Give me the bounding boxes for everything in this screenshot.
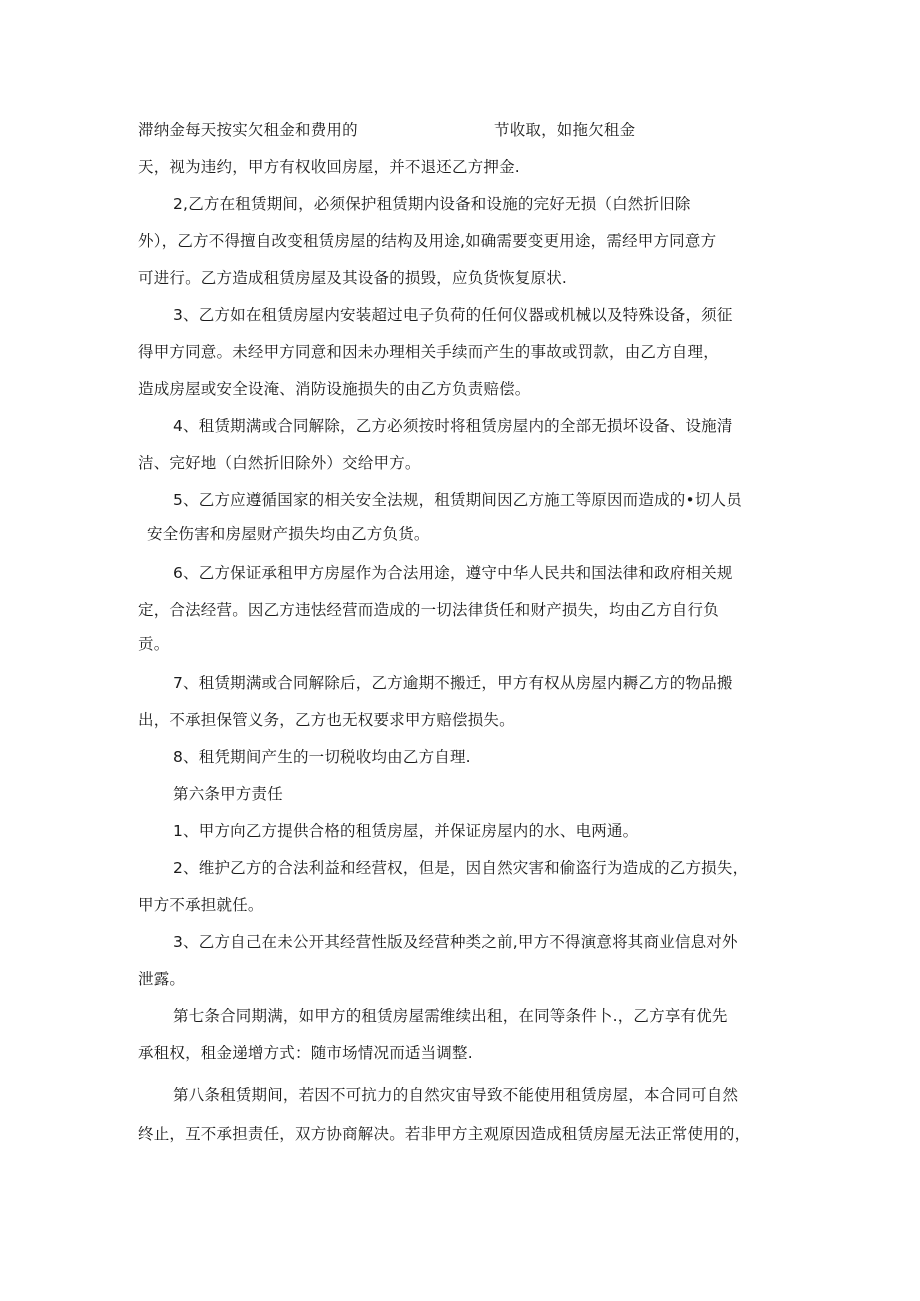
text-line: 得甲方同意。未经甲方同意和因未办理相关手续而产生的事故或罚款，由乙方自理， (138, 343, 719, 361)
text-line: 2,乙方在租赁期间，必须保护租赁期内设备和设施的完好无损（白然折旧除 (173, 195, 691, 213)
section-heading: 第六条甲方责任 (173, 785, 283, 803)
section-heading: 第八条租赁期间，若因不可抗力的自然灾宙导致不能使用租赁房屋，本合同可自然 (173, 1086, 739, 1104)
text-line: 节收取，如拖欠租金 (494, 121, 636, 139)
text-line: 终止，互不承担责任，双方协商解决。若非甲方主观原因造成租赁房屋无法正常使用的， (138, 1125, 751, 1143)
text-line: 7、租赁期满或合同解除后，乙方逾期不搬迁，甲方有权从房屋内耨乙方的物品搬 (173, 674, 733, 692)
text-line: 天，视为违约，甲方有权收回房屋，并不退还乙方押金. (138, 158, 520, 176)
text-line: 安全伤害和房屋财产损失均由乙方负货。 (147, 525, 430, 543)
text-line: 洁、完好地（白然折旧除外）交给甲方。 (138, 454, 421, 472)
text-line: 泄露。 (138, 970, 186, 988)
text-line: 贡。 (138, 635, 170, 653)
text-line: 8、租凭期间产生的一切税收均由乙方自理. (173, 748, 471, 766)
text-line: 造成房屋或安全设淹、消防设施损失的由乙方负责赔偿。 (138, 380, 531, 398)
text-line: 外），乙方不得擅自改变租赁房屋的结构及用途,如确需要变更用途，需经甲方同意方 (138, 232, 717, 250)
text-line: 滞纳金每天按实欠租金和费用的 (138, 121, 358, 139)
section-heading: 第七条合同期满，如甲方的租赁房屋需维续出租，在同等条件卜.，乙方享有优先 (173, 1007, 728, 1025)
text-line: 2、维护乙方的合法利益和经营权，但是，因自然灾害和偷盗行为造成的乙方损失， (173, 859, 749, 877)
text-line: 4、租赁期满或合同解除，乙方必须按时将租赁房屋内的全部无损坏设备、设施清 (173, 417, 733, 435)
text-line: 承租权，租金递增方式：随市场情况而适当调整. (138, 1044, 473, 1062)
text-line: 6、乙方保证承租甲方房屋作为合法用途，遵守中华人民共和国法律和政府相关规 (173, 564, 733, 582)
text-line: 可进行。乙方造成租赁房屋及其设备的损毁，应负货恢复原状. (138, 269, 568, 287)
text-line: 出，不承担保管义务，乙方也无权要求甲方赔偿损失。 (138, 711, 515, 729)
text-line: 定，合法经营。因乙方违怯经营而造成的一切法律货任和财产损失，均由乙方自行负 (138, 601, 719, 619)
text-line: 甲方不承担就任。 (138, 896, 264, 914)
text-line: 1、甲方向乙方提供合格的租赁房屋，并保证房屋内的水、电两通。 (173, 822, 639, 840)
text-line: 3、乙方如在租赁房屋内安装超过电子负荷的任何仪器或机械以及特殊设备，须征 (173, 306, 733, 324)
text-line: 5、乙方应遵循国家的相关安全法规，租赁期间因乙方施工等原因而造成的•切人员 (173, 491, 742, 509)
text-line: 3、乙方自己在未公开其经营性版及经营种类之前,甲方不得演意将其商业信息对外 (173, 933, 738, 951)
